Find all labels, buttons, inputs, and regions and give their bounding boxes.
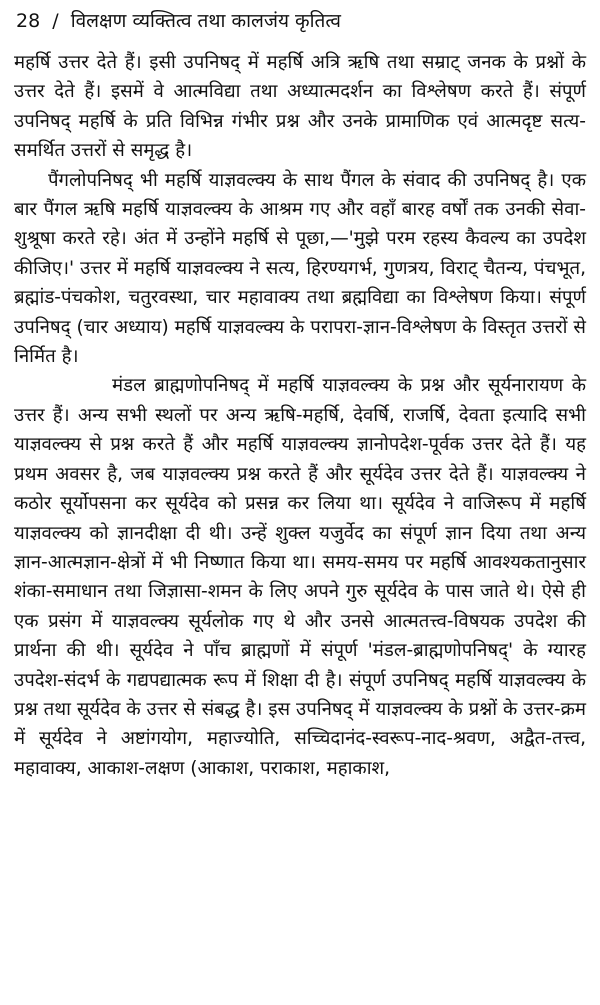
book-title: विलक्षण व्यक्तित्व तथा कालजंय कृतित्व [70, 10, 341, 32]
paragraph-3: मंडल ब्राह्मणोपनिषद् में महर्षि याज्ञवल्क्य के प्रश्न और सूर्यनारायण के उत्तर हैं। अन्य सभी स्थलों पर अन्य ऋषि-महर्षि, देवर्षि, राजर्षि, देवता इत्यादि सभी याज्ञवल्क्य से प्रश्न करते हैं और महर्षि याज्ञवल्क्य ज्ञानोपदेश-पूर्वक उत्तर देते हैं। यह प्रथम अवसर है, जब याज्ञवल्क्य प्रश्न करते हैं और सूर्यदेव उत्तर देते हैं। याज्ञवल्क्य ने कठोर सूर्योपसना कर सूर्यदेव को प्रसन्न कर लिया था। सूर्यदेव ने वाजिरूप में महर्षि याज्ञवल्क्य को ज्ञानदीक्षा दी थी। उन्हें शुक्ल यजुर्वेद का संपूर्ण ज्ञान दिया तथा अन्य ज्ञान-आत्मज्ञान-क्षेत्रों में भी निष्णात किया था। समय-समय पर महर्षि आवश्यकतानुसार शंका-समाधान तथा जिज्ञासा-शमन के लिए अपने गुरु सूर्यदेव के पास जाते थे। ऐसे ही एक प्रसंग में याज्ञवल्क्य सूर्यलोक गए थे और उनसे आत्मतत्त्व-विषयक उपदेश की प्रार्थना की थी। सूर्यदेव ने पाँच ब्राह्मणों में संपूर्ण 'मंडल-ब्राह्मणोपनिषद्' के ग्यारह उपदेश-संदर्भ के गद्यपद्यात्मक रूप में शिक्षा दी है। संपूर्ण उपनिषद् महर्षि याज्ञवल्क्य के प्रश्न तथा सूर्यदेव के उत्तर से संबद्ध है। इस उपनिषद् में याज्ञवल्क्य के प्रश्नों के उत्तर-क्रम में सूर्यदेव ने अष्टांगयोग, महाज्योति, सच्चिदानंद-स्वरूप-नाद-श्रवण, अद्वैत-तत्त्व, महावाक्य, आकाश-लक्षण (आकाश, पराकाश, महाकाश, [14, 375, 586, 779]
header-separator: / [52, 10, 59, 32]
running-header [16, 8, 586, 34]
paragraph-1: महर्षि उत्तर देते हैं। इसी उपनिषद् में महर्षि अत्रि ऋषि तथा सम्राट् जनक के प्रश्नों के उत्तर देते हैं। इसमें वे आत्मविद्या तथा अध्यात्मदर्शन का विश्लेषण करते हैं। संपूर्ण उपनिषद् महर्षि के प्रति विभिन्न गंभीर प्रश्न और उनके प्रामाणिक एवं आत्मदृष्ट सत्य-समर्थित उत्तरों से समृद्ध है। [14, 52, 586, 162]
page-number: 28 [16, 10, 41, 32]
paragraph-2: पैंगलोपनिषद् भी महर्षि याज्ञवल्क्य के साथ पैंगल के संवाद की उपनिषद् है। एक बार पैंगल ऋषि महर्षि याज्ञवल्क्य के आश्रम गए और वहाँ बारह वर्षों तक उनकी सेवा-शुश्रूषा करते रहे। अंत में उन्होंने महर्षि से पूछा,—'मुझे परम रहस्य कैवल्य का उपदेश कीजिए।' उत्तर में महर्षि याज्ञवल्क्य ने सत्य, हिरण्यगर्भ, गुणत्रय, विराट् चैतन्य, पंचभूत, ब्रह्मांड-पंचकोश, चतुरवस्था, चार महावाक्य तथा ब्रह्मविद्या का विश्लेषण किया। संपूर्ण उपनिषद् (चार अध्याय) महर्षि याज्ञवल्क्य के परापरा-ज्ञान-विश्लेषण के विस्तृत उत्तरों से निर्मित है। [14, 169, 586, 368]
body-text [14, 48, 586, 783]
